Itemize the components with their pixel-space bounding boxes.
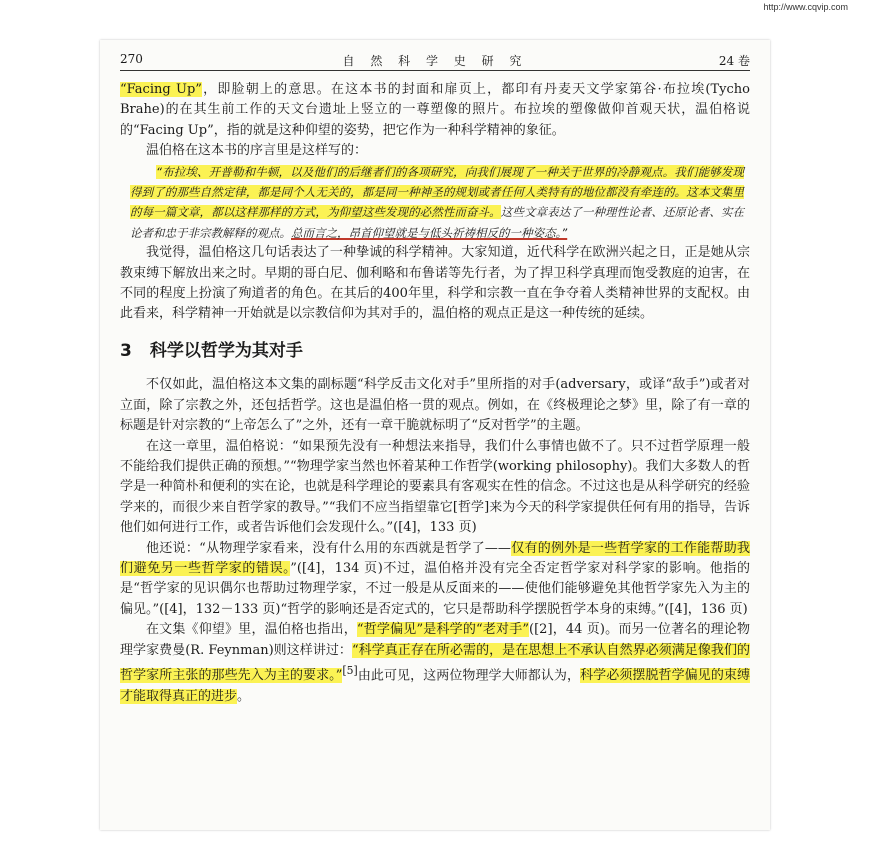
section-heading <box>120 341 750 361</box>
journal-title: 自 然 科 学 史 研 究 <box>342 54 528 68</box>
section-title: 科学以哲学为其对手 <box>149 340 303 361</box>
section-number: 3 <box>120 340 132 361</box>
paragraph-physicist-view <box>120 539 750 621</box>
citation-superscript: [5] <box>342 663 358 677</box>
paragraph-text: 他还说：“从物理学家看来，没有什么用的东西就是哲学了—— <box>146 540 511 556</box>
running-header <box>120 52 750 71</box>
paragraph-adversary: 不仅如此，温伯格这本文集的副标题“科学反击文化对手”里所指的对手(adversary，或译“敌手”)或者对立面，除了宗教之外，还包括哲学。这也是温伯格一贯的观点。例如，在《终极理论之梦》里，除了有一章的标题是针对宗教的“上帝怎么了”之外，还有一章干脆就标明了“反对哲学”的主题。 <box>120 377 750 434</box>
paragraph-text: ”([4]，134 页)不过，温伯格并没有完全否定哲学家对科学家的影响。他指的是“哲学家的见识偶尔也帮助过物理学家，不过一般是从反面来的——使他们能够避免其他哲学家先入为主的偏见。”([4]，132－133 页)“哲学的影响还是否定式的，它只是帮助科学摆脱哲学本身的束缚。”([4]，136 页) <box>120 560 750 617</box>
highlight-feynman-quote: “科学真正存在所必需的，是在思想上不承认自然界必须满足像我们的哲学家所主张的那些先入为主的要求。” <box>120 642 750 684</box>
page-number: 270 <box>120 52 143 66</box>
paragraph-text: 在文集《仰望》里，温伯格也指出， <box>146 622 357 638</box>
page-body <box>120 80 750 707</box>
paragraph-text: ，即脸朝上的意思。在这本书的封面和扉页上，都印有丹麦天文学家第谷·布拉埃(Tycho Brahe)的在其生前工作的天文台遗址上竖立的一尊塑像的照片。布拉埃的塑像做仰首观天状，温伯格说的“Facing Up”，指的就是这种仰望的姿势，把它作为一种科学精神的象征。 <box>120 82 751 138</box>
highlight-conclusion: 科学必须摆脱哲学偏见的束缚才能取得真正的进步 <box>120 668 750 704</box>
paragraph-philosophy: 在这一章里，温伯格说：“如果预先没有一种想法来指导，我们什么事情也做不了。只不过哲学原理一般不能给我们提供正确的预想。”“物理学家当然也怀着某种工作哲学(working philosophy)。我们大多数人的哲学是一种简朴和便利的实在论，也就是科学理论的要素具有客观实在性的信念。不过这也是从科学研究的经验学来的，而很少来自哲学家的教导。”“我们不应当指望靠它[哲学]来为今天的科学家提供任何有用的指导，告诉他们如何进行工作，或者告诉他们会发现什么。”([4]，133 页) <box>120 438 750 536</box>
highlight-facing-up: “Facing Up” <box>120 82 202 97</box>
paragraph-text: 由此可见，这两位物理学大师都认为， <box>357 668 581 684</box>
paragraph-scientific-spirit: 我觉得，温伯格这几句话表达了一种挚诚的科学精神。大家知道，近代科学在欧洲兴起之日，正是她从宗教束缚下解放出来之时。早期的哥白尼、伽利略和布鲁诺等先行者，为了捍卫科学真理而饱受教庭的迫害，在不同的程度上扮演了殉道者的角色。在其后的400年里，科学和宗教一直在争夺着人类精神世界的支配权。由此看来，科学精神一开始就是以宗教信仰为其对手的，温伯格的观点正是这一种传统的延续。 <box>120 245 750 322</box>
source-url-watermark: http://www.cqvip.com <box>763 2 848 12</box>
underlined-quote: 总而言之，昂首仰望就是与低头祈祷相反的一种姿态。” <box>291 225 568 240</box>
quote-text: 这些文章表达了一种理性论者、还原论者、实在论者和忠于非宗教解释的观点。 <box>130 205 744 240</box>
highlight-old-adversary: “哲学偏见”是科学的“老对手” <box>356 622 530 638</box>
paragraph-facing-up <box>120 80 750 141</box>
paragraph-text: ([2]，44 页)。而另一位著名的理论物理学家费曼(R. Feynman)则这样讲过： <box>120 622 750 658</box>
document-page <box>100 40 770 830</box>
highlight-quote: “布拉埃、开普勒和牛顿，以及他们的后继者们的各项研究，向我们展现了一种关于世界的冷静观点。我们能够发现得到了的那些自然定律，都是同个人无关的，都是同一种神圣的规划或者任何人类特有的地位都没有牵连的。这本文集里的每一篇文章，都以这样那样的方式，为仰望这些发现的必然性而奋斗。 <box>130 164 744 220</box>
paragraph-text: 。 <box>237 688 251 704</box>
block-quote <box>130 162 744 244</box>
paragraph-intro-quote: 温伯格在这本书的序言里是这样写的： <box>146 143 368 159</box>
volume-label: 24 卷 <box>718 54 750 68</box>
highlight-exception: 仅有的例外是一些哲学家的工作能帮助我们避免另一些哲学家的错误。 <box>120 540 750 576</box>
paragraph-feynman <box>120 620 750 707</box>
